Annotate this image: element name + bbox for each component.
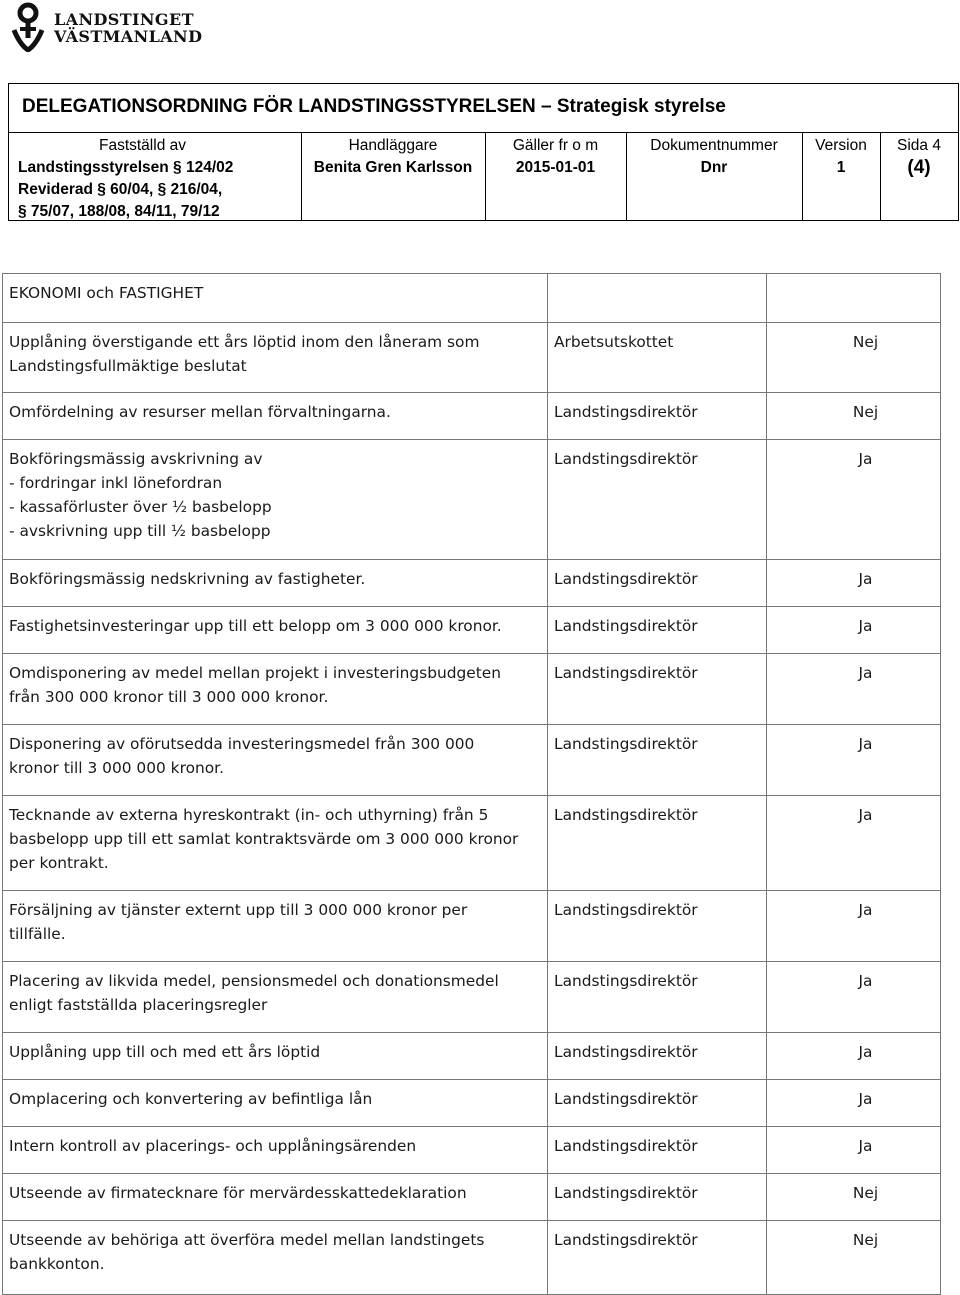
matter-cell [2,392,547,439]
table-column-divider [547,273,548,1294]
section-heading [2,273,547,322]
delegate-cell: Landstingsdirektör [554,806,698,824]
table-row [0,1173,941,1220]
table-row-divider [2,653,941,654]
matter-text-line: - fordringar inkl lönefordran [9,474,223,492]
vidaredelegation-answer: Ja [858,901,873,919]
dokumentnummer-label: Dokumentnummer [650,137,778,154]
matter-text-line: per kontrakt. [9,854,109,872]
delegate-cell: Landstingsdirektör [554,1137,698,1155]
vidaredelegation-cell [766,961,941,1032]
table-column-divider [2,273,3,1294]
matter-cell [2,724,547,795]
table-row-divider [2,724,941,725]
delegate-cell: Arbetsutskottet [554,333,674,351]
matter-text-line: Disponering av oförutsedda investeringsmedel från 300 000 [9,735,475,753]
vidaredelegation-answer: Ja [858,806,873,824]
matter-text-line: Bokföringsmässig avskrivning av [9,450,263,468]
matter-cell [2,559,547,606]
matter-cell [2,1173,547,1220]
matter-cell [2,890,547,961]
version-label: Version [815,137,867,154]
vidaredelegation-answer: Ja [858,1137,873,1155]
matter-cell [2,606,547,653]
table-row [0,392,941,439]
vidaredelegation-answer: Ja [858,617,873,635]
sida-value: (4) [907,157,931,178]
matter-text-line: Placering av likvida medel, pensionsmedel och donationsmedel [9,972,499,990]
matter-text-line: Landstingsfullmäktige beslutat [9,357,247,375]
table-column-divider [940,273,941,1294]
matter-text-line: Upplåning överstigande ett års löptid inom den låneram som [9,333,480,351]
dokumentnummer-cell [626,132,802,220]
matter-text-line: Intern kontroll av placerings- och upplåningsärenden [9,1137,417,1155]
table-row-divider [2,961,941,962]
vidaredelegation-cell [766,1173,941,1220]
matter-text-line: Utseende av behöriga att överföra medel mellan landstingets [9,1231,485,1249]
table-row-divider [2,1220,941,1221]
dokumentnummer-value: Dnr [700,159,728,176]
vidaredelegation-cell [766,724,941,795]
version-cell [802,132,880,220]
logo-wordmark [54,11,202,45]
vidaredelegation-answer: Ja [858,735,873,753]
matter-cell [2,322,547,392]
delegate-cell: Landstingsdirektör [554,617,698,635]
matter-text-line: kronor till 3 000 000 kronor. [9,759,224,777]
table-row [0,795,941,890]
delegate-cell: Landstingsdirektör [554,1043,698,1061]
matter-text-line: Utseende av firmatecknare för mervärdesskattedeklaration [9,1184,467,1202]
table-row [0,653,941,724]
document-header [8,83,959,221]
version-value: 1 [836,159,846,176]
vidaredelegation-answer: Ja [858,664,873,682]
matter-cell [2,1220,547,1294]
table-row-divider [2,1126,941,1127]
matter-text-line: - kassaförluster över ½ basbelopp [9,498,272,516]
delegate-cell: Landstingsdirektör [554,570,698,588]
matter-text-line: Försäljning av tjänster externt upp till 3 000 000 kronor per [9,901,468,919]
landstinget-logo-icon [8,2,48,52]
fastställd-line-1: Landstingsstyrelsen § 124/02 [18,159,234,176]
logo-line-2: VÄSTMANLAND [54,27,203,46]
table-row [0,322,941,392]
matter-text-line: Upplåning upp till och med ett års löptid [9,1043,321,1061]
matter-cell [2,795,547,890]
matter-text-line: - avskrivning upp till ½ basbelopp [9,522,271,540]
delegate-cell: Landstingsdirektör [554,403,698,421]
handlaggare-cell [301,132,485,220]
fastställd-label: Fastställd av [98,137,186,154]
matter-text-line: Bokföringsmässig nedskrivning av fastigheter. [9,570,366,588]
table-row-divider [2,606,941,607]
vidaredelegation-cell [766,1220,941,1294]
matter-text-line: Omdisponering av medel mellan projekt i investeringsbudgeten [9,664,501,682]
delegate-cell: Landstingsdirektör [554,450,698,468]
table-row [0,1126,941,1173]
matter-text-line: från 300 000 kronor till 3 000 000 kronor. [9,688,329,706]
matter-cell [2,961,547,1032]
matter-text-line: bankkonton. [9,1255,105,1273]
table-row-divider [2,1032,941,1033]
matter-text-line: tillfälle. [9,925,66,943]
delegate-cell: Landstingsdirektör [554,1231,698,1249]
table-row-divider [2,273,941,274]
fastställd-line-2: Reviderad § 60/04, § 216/04, [18,181,223,198]
vidaredelegation-cell [766,653,941,724]
vidaredelegation-cell [766,439,941,559]
matter-text-line: enligt fastställda placeringsregler [9,996,268,1014]
logo [6,2,203,52]
table-row-divider [2,322,941,323]
document-title: DELEGATIONSORDNING FÖR LANDSTINGSSTYRELSEN – Strategisk styrelse [22,96,726,117]
table-row [0,1220,941,1294]
table-row-divider [2,439,941,440]
galler-value: 2015-01-01 [515,159,596,176]
vidaredelegation-cell [766,392,941,439]
matter-text-line: Omfördelning av resurser mellan förvaltningarna. [9,403,391,421]
matter-text-line: Tecknande av externa hyreskontrakt (in- och uthyrning) från 5 [9,806,489,824]
delegate-cell: Landstingsdirektör [554,1184,698,1202]
matter-text-line: Fastighetsinvesteringar upp till ett belopp om 3 000 000 kronor. [9,617,502,635]
fastställd-cell [9,132,267,220]
sida-label: Sida 4 [897,137,941,154]
matter-cell [2,439,547,559]
vidaredelegation-cell [766,322,941,392]
vidaredelegation-answer: Nej [852,1184,879,1202]
vidaredelegation-answer: Ja [858,570,873,588]
matter-text-line: Omplacering och konvertering av befintliga lån [9,1090,373,1108]
table-row-divider [2,1079,941,1080]
fastställd-line-3: § 75/07, 188/08, 84/11, 79/12 [18,203,220,220]
vidaredelegation-cell [766,606,941,653]
handlaggare-value: Benita Gren Karlsson [313,159,473,176]
matter-cell [2,1032,547,1079]
table-row-divider [2,795,941,796]
table-row-divider [2,1173,941,1174]
vidaredelegation-cell [766,559,941,606]
table-row-divider [2,392,941,393]
delegate-cell: Landstingsdirektör [554,735,698,753]
vidaredelegation-cell [766,795,941,890]
delegate-cell: Landstingsdirektör [554,972,698,990]
vidaredelegation-answer: Nej [852,403,879,421]
vidaredelegation-cell [766,1032,941,1079]
table-row [0,724,941,795]
vidaredelegation-cell [766,1079,941,1126]
delegate-cell: Landstingsdirektör [554,1090,698,1108]
table-row [0,890,941,961]
delegate-cell: Landstingsdirektör [554,664,698,682]
handlaggare-label: Handläggare [348,137,438,154]
matter-cell [2,1126,547,1173]
table-row-divider [2,890,941,891]
vidaredelegation-answer: Nej [852,333,879,351]
vidaredelegation-cell [766,890,941,961]
vidaredelegation-answer: Nej [852,1231,879,1249]
table-row [0,439,941,559]
vidaredelegation-answer: Ja [858,1043,873,1061]
section-heading-row [0,273,941,322]
table-row [0,559,941,606]
table-row [0,1032,941,1079]
table-row [0,961,941,1032]
matter-cell [2,653,547,724]
vidaredelegation-answer: Ja [858,972,873,990]
matter-cell [2,1079,547,1126]
table-row-divider [2,559,941,560]
table-column-divider [766,273,767,1294]
logo-line-1: LANDSTINGET [54,10,194,29]
galler-cell [485,132,626,220]
delegate-cell: Landstingsdirektör [554,901,698,919]
matter-text-line: basbelopp upp till ett samlat kontraktsvärde om 3 000 000 kronor [9,830,519,848]
matter-text-line: EKONOMI och FASTIGHET [9,284,204,302]
sida-cell [880,132,958,220]
vidaredelegation-cell [766,273,941,322]
vidaredelegation-answer: Ja [858,1090,873,1108]
delegate-cell [547,273,766,322]
vidaredelegation-answer: Ja [858,450,873,468]
table-row [0,1079,941,1126]
galler-label: Gäller fr o m [512,137,599,154]
vidaredelegation-cell [766,1126,941,1173]
table-row [0,606,941,653]
